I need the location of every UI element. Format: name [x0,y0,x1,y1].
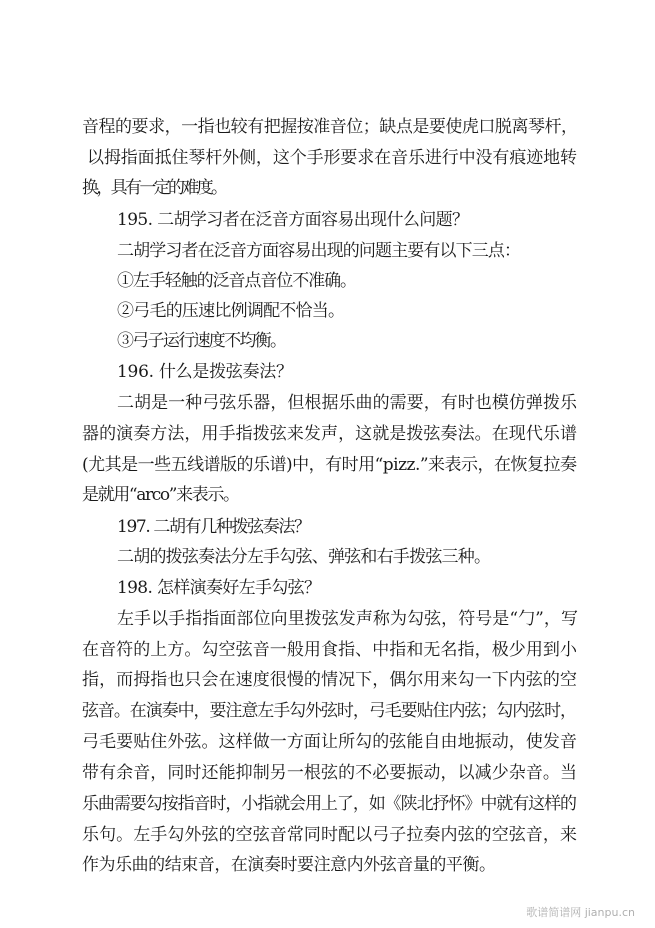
text-line-content: 弓毛要贴住外弦。这样做一方面让所勾的弦能自由地振动，使发音 [82,732,578,752]
text-line [0,789,655,819]
text-line-content: 器的演奏方法，用手指拨弦来发声，这就是拨弦奏法。在现代乐谱 [82,424,578,444]
text-line-content: ②弓毛的压速比例调配不恰当。 [117,301,345,321]
text-line-content: 乐句。左手勾外弦的空弦音常同时配以弓子拉奏内弦的空弦音，来 [82,825,578,845]
text-line [0,696,655,726]
text-line [0,727,655,757]
text-line [0,758,655,788]
text-line-content: 换，具有一定的难度。 [82,178,226,198]
text-line-content: 二胡学习者在泛音方面容易出现的问题主要有以下三点： [117,241,521,261]
site-watermark: 歌谱简谱网 jianpu.cn [526,906,635,919]
text-line [0,296,655,326]
text-line-content: 在音符的上方。勾空弦音一般用食指、中指和无名指，极少用到小 [82,640,578,660]
text-line [0,635,655,665]
text-line [0,205,655,235]
text-line [0,604,655,634]
text-line [0,480,655,510]
text-line [0,665,655,695]
text-line [0,450,655,480]
text-line [0,512,655,542]
text-line [0,573,655,603]
text-line [0,326,655,356]
text-line-content: 196. 什么是拨弦奏法？ [117,362,293,382]
text-line-content: 二胡是一种弓弦乐器，但根据乐曲的需要，有时也模仿弹拨乐 [117,393,578,413]
text-line-content: 以拇指面抵住琴杆外侧，这个手形要求在音乐进行中没有痕迹地转 [87,148,577,168]
text-line-content: 带有余音，同时还能抑制另一根弦的不必要振动，以减少杂音。当 [82,763,578,783]
text-line-content: 弦音。在演奏中，要注意左手勾外弦时，弓毛要贴住内弦；勾内弦时， [82,701,576,721]
text-line [0,388,655,418]
text-line [0,542,655,572]
text-line-content: ③弓子运行速度不均衡。 [117,331,286,351]
text-line [0,266,655,296]
text-line-content: 左手以手指指面部位向里拨弦发声称为勾弦，符号是“勹”，写 [117,609,579,629]
text-line-content: 音程的要求，一指也较有把握按准音位；缺点是要使虎口脱离琴杆， [82,117,578,137]
text-line-content: 197. 二胡有几种拨弦奏法？ [117,517,310,537]
text-line-content: (尤其是一些五线谱版的乐谱)中，有时用“pizz.”来表示，在恢复拉奏 [82,455,577,475]
text-line [0,419,655,449]
text-line-content: 作为乐曲的结束音，在演奏时要注意内外弦音量的平衡。 [82,855,496,875]
text-line-content: ①左手轻触的泛音点音位不准确。 [117,271,356,291]
text-line-content: 198. 怎样演奏好左手勾弦？ [117,578,321,598]
text-line [0,820,655,850]
text-line [0,236,655,266]
text-line-content: 二胡的拨弦奏法分左手勾弦、弹弦和右手拨弦三种。 [117,547,491,567]
text-line [0,143,655,173]
text-line [0,357,655,387]
text-line-content: 乐曲需要勾按指音时，小指就会用上了，如《陕北抒怀》中就有这样的 [82,794,576,814]
text-line [0,850,655,880]
text-line-content: 是就用“arco”来表示。 [82,485,239,505]
text-line-content: 195. 二胡学习者在泛音方面容易出现什么问题？ [117,210,469,230]
text-line-content: 指，而拇指也只会在速度很慢的情况下，偶尔用来勾一下内弦的空 [82,670,578,690]
text-line [0,112,655,142]
text-line [0,173,655,203]
